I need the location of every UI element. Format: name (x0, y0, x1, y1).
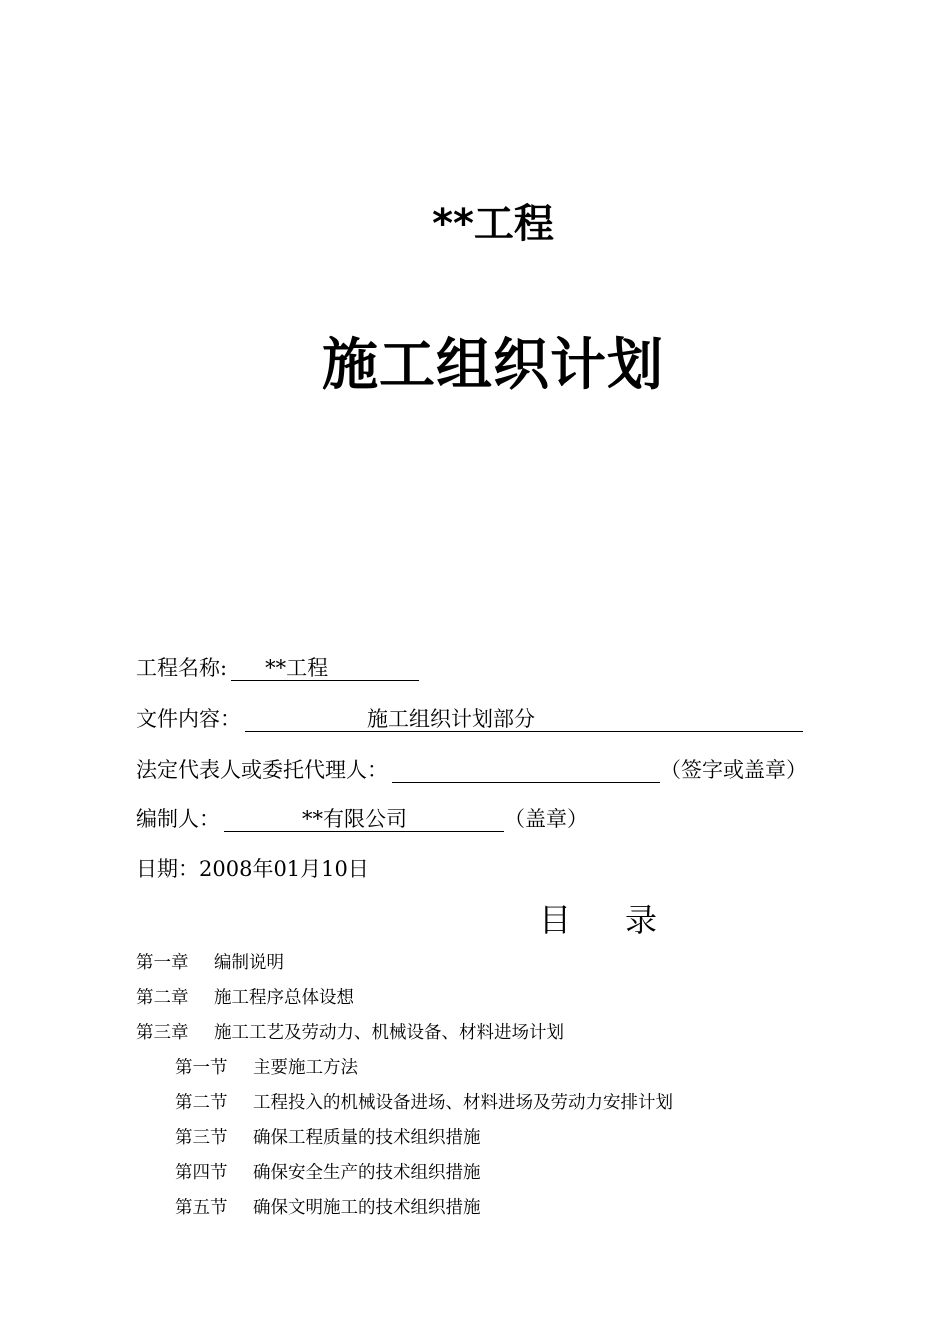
toc-item-text: 施工工艺及劳动力、机械设备、材料进场计划 (214, 1023, 564, 1043)
toc-item[interactable] (175, 1056, 358, 1080)
date-value: 2008年01月10日 (199, 857, 369, 881)
representative-field (136, 756, 807, 784)
author-value: **有限公司 (302, 807, 407, 831)
toc-item[interactable] (136, 1021, 564, 1045)
content-underline (245, 707, 803, 732)
toc-item-number: 第一章 (136, 953, 189, 973)
toc-item-text: 确保工程质量的技术组织措施 (253, 1128, 481, 1148)
toc-item-number: 第二节 (175, 1093, 228, 1113)
author-field (136, 805, 588, 833)
author-suffix: （盖章） (504, 807, 588, 831)
toc-item-number: 第二章 (136, 988, 189, 1008)
project-name-underline (231, 656, 419, 681)
project-name-label: 工程名称: (136, 656, 228, 680)
toc-item-text: 主要施工方法 (253, 1058, 358, 1078)
toc-item-number: 第五节 (175, 1198, 228, 1218)
project-name-field (136, 654, 419, 682)
toc-item-text: 编制说明 (214, 953, 284, 973)
representative-underline (392, 758, 660, 783)
project-name-value: **工程 (265, 656, 329, 680)
author-underline (224, 807, 504, 832)
toc-item-text: 施工程序总体设想 (214, 988, 354, 1008)
representative-label: 法定代表人或委托代理人： (136, 758, 388, 782)
toc-item[interactable] (175, 1091, 673, 1115)
toc-item-text: 工程投入的机械设备进场、材料进场及劳动力安排计划 (253, 1093, 673, 1113)
project-title: **工程 (432, 201, 554, 247)
toc-item-number: 第四节 (175, 1163, 228, 1183)
toc-item[interactable] (175, 1126, 481, 1150)
author-label: 编制人： (136, 807, 220, 831)
representative-suffix: （签字或盖章） (660, 758, 807, 782)
toc-item-number: 第一节 (175, 1058, 228, 1078)
content-label: 文件内容： (136, 707, 241, 731)
content-value: 施工组织计划部分 (367, 707, 535, 731)
toc-item[interactable] (136, 951, 284, 975)
toc-item-number: 第三章 (136, 1023, 189, 1043)
toc-title: 目录 (539, 901, 712, 939)
toc-item-number: 第三节 (175, 1128, 228, 1148)
content-field (136, 705, 803, 733)
toc-item-text: 确保安全生产的技术组织措施 (253, 1163, 481, 1183)
document-title: 施工组织计划 (322, 333, 664, 398)
toc-item[interactable] (175, 1196, 481, 1220)
date-field (136, 855, 369, 883)
toc-item-text: 确保文明施工的技术组织措施 (253, 1198, 481, 1218)
toc-item[interactable] (136, 986, 354, 1010)
toc-item[interactable] (175, 1161, 481, 1185)
date-label: 日期： (136, 857, 199, 881)
